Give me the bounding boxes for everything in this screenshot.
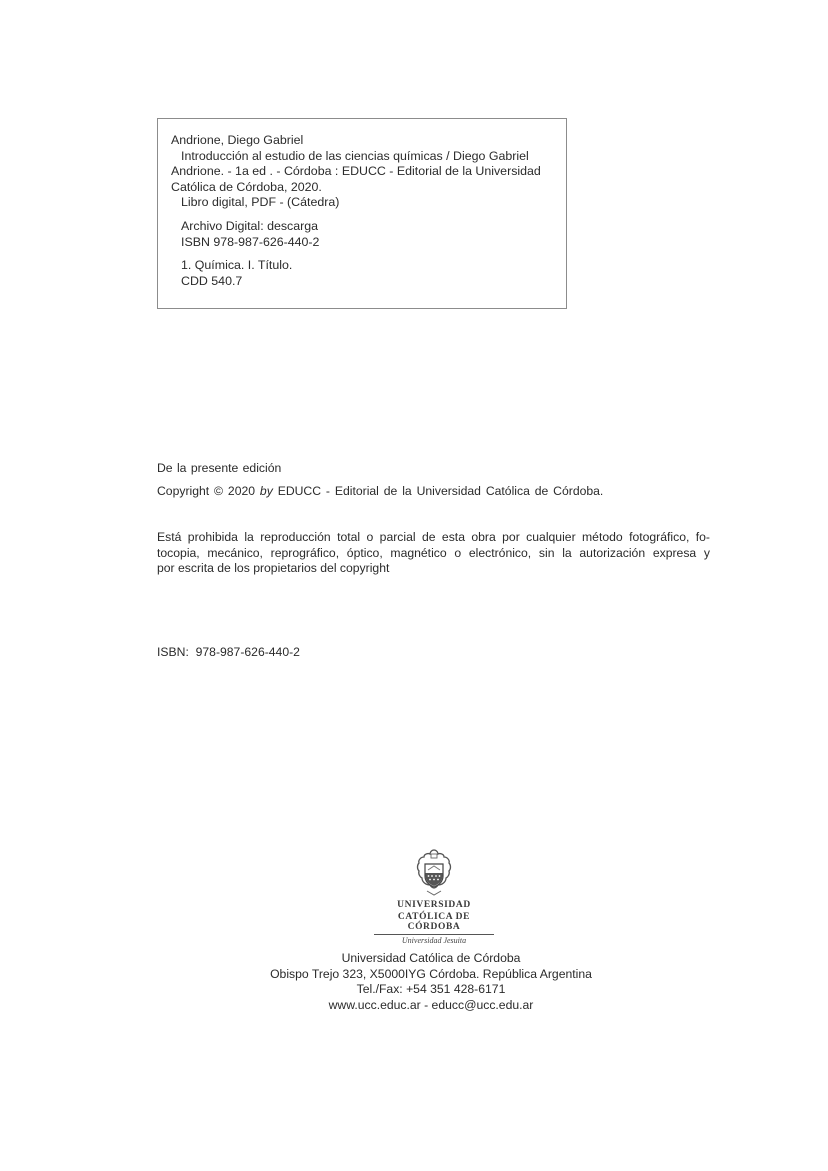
rights-line-1: Está prohibida la reproducción total o parcial de esta obra por cualquier método fotográfico, fo- [157, 530, 710, 544]
catalog-format: Libro digital, PDF - (Cátedra) [181, 195, 340, 210]
isbn: ISBN: 978-987-626-440-2 [157, 645, 300, 659]
catalog-title-cont: Andrione. - 1a ed . - Córdoba : EDUCC - Editorial de la Universidad [171, 164, 541, 179]
logo-line-1: UNIVERSIDAD [397, 900, 471, 910]
rights-line-3: por escrita de los propietarios del copyright [157, 561, 390, 576]
catalog-author: Andrione, Diego Gabriel [171, 133, 304, 147]
rights-notice [157, 530, 710, 577]
catalog-title-cont2: Católica de Córdoba, 2020. [171, 179, 322, 194]
rights-line-2: tocopia, mecánico, reprográfico, óptico, magnético o electrónico, sin la autorización expresa y [157, 545, 710, 560]
catalog-record-box [157, 118, 567, 309]
logo-divider [374, 934, 494, 935]
address-web-email: www.ucc.educ.ar - educc@ucc.edu.ar [328, 997, 534, 1012]
publisher-address [228, 951, 634, 1013]
address-name: Universidad Católica de Córdoba [341, 951, 521, 965]
university-crest-icon [414, 848, 454, 898]
edition-label: De la presente edición [157, 461, 282, 475]
address-street: Obispo Trejo 323, X5000IYG Córdoba. República Argentina [270, 966, 592, 981]
catalog-cdd: CDD 540.7 [181, 273, 243, 288]
university-logo [372, 848, 496, 944]
catalog-title: Introducción al estudio de las ciencias químicas / Diego Gabriel [181, 148, 529, 163]
address-phone: Tel./Fax: +54 351 428-6171 [356, 982, 506, 997]
copyright-suffix: EDUCC - Editorial de la Universidad Católica de Córdoba. [277, 484, 604, 498]
copyright-line [157, 484, 603, 498]
logo-line-2: CATÓLICA DE CÓRDOBA [397, 912, 471, 932]
copyright-by: by [259, 484, 273, 498]
catalog-isbn: ISBN 978-987-626-440-2 [181, 234, 320, 249]
copyright-prefix: Copyright © 2020 [157, 484, 256, 498]
logo-tagline: Universidad Jesuita [401, 936, 467, 945]
catalog-archive: Archivo Digital: descarga [181, 218, 319, 233]
catalog-subject: 1. Química. I. Título. [181, 258, 293, 273]
